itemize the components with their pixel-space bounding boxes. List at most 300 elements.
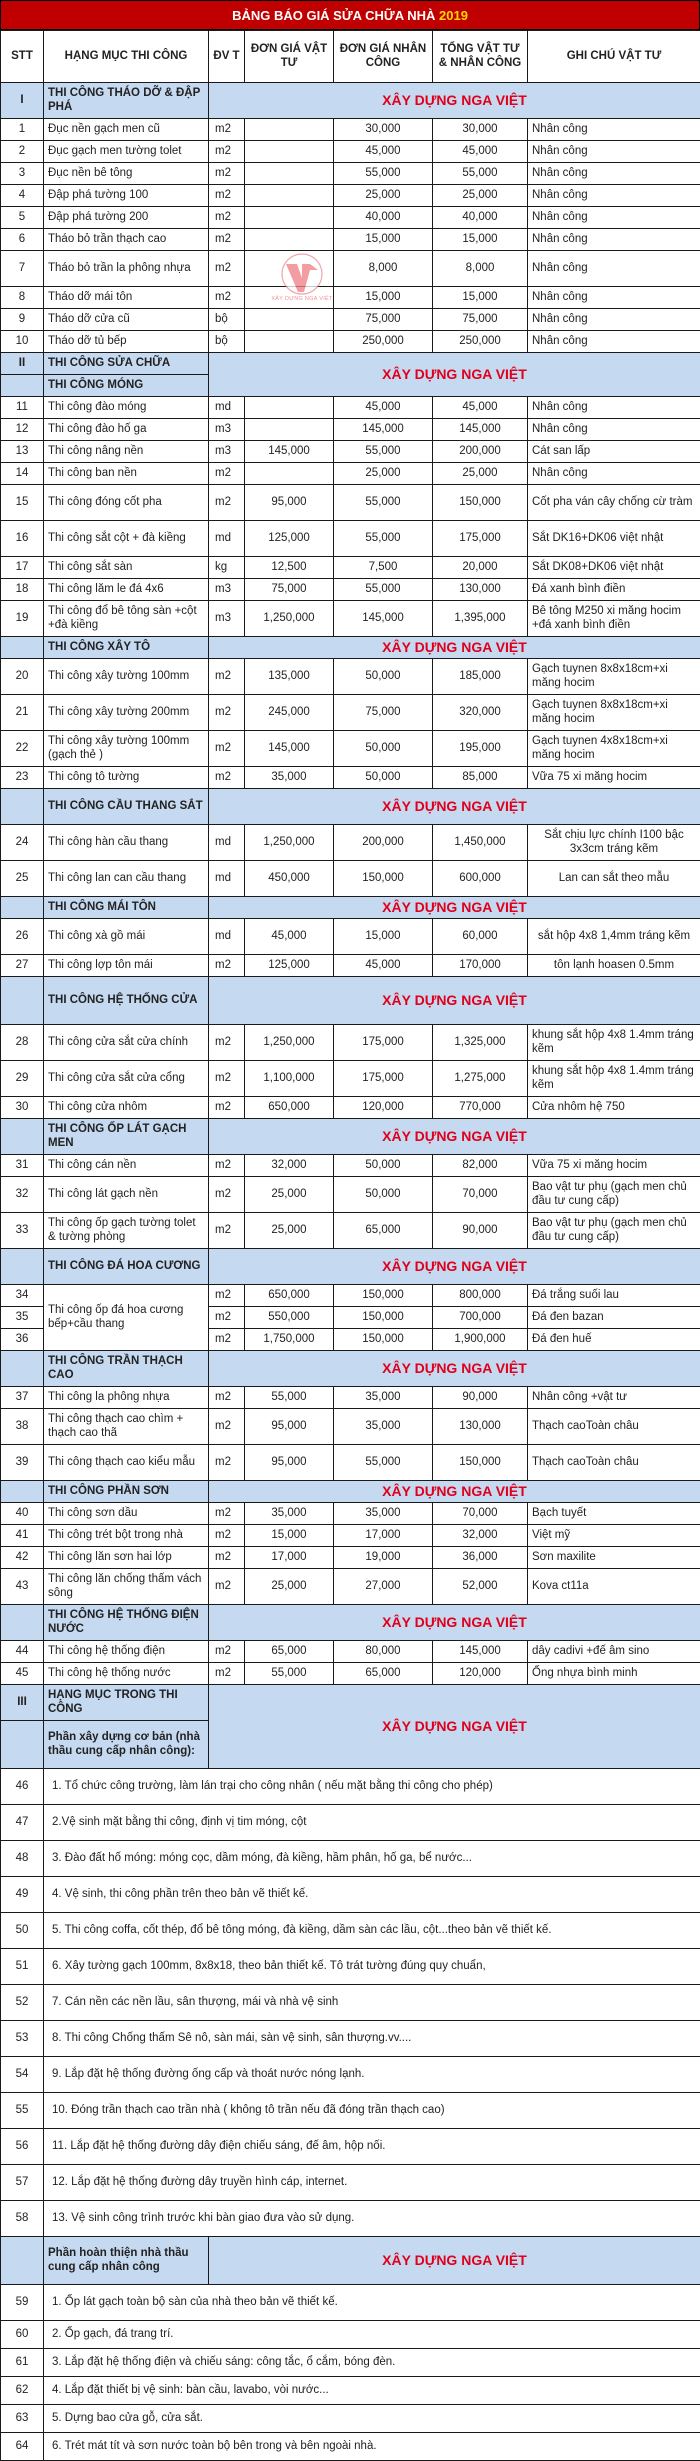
row-stt: 55 [1,2093,44,2129]
row-note: Nhân công [528,229,700,251]
watermark-text: XÂY DỰNG NGA VIỆT [258,296,346,302]
section-row [1,1119,700,1155]
price-table [0,30,700,2461]
table-row [1,659,700,695]
row-labor-price: 75,000 [334,695,433,731]
row-unit: m2 [209,463,245,485]
row-unit: m3 [209,441,245,463]
row-stt: 29 [1,1061,44,1097]
section-row [1,1685,700,1721]
row-unit: m2 [209,1547,245,1569]
row-material-price: 25,000 [245,1213,334,1249]
row-labor-price: 15,000 [334,919,433,955]
row-labor-price: 150,000 [334,1285,433,1307]
row-stt: 45 [1,1663,44,1685]
table-row [1,441,700,463]
row-material-price: 550,000 [245,1307,334,1329]
row-labor-price: 55,000 [334,163,433,185]
header-item: HẠNG MỤC THI CÔNG [44,31,209,83]
row-item: Thi công thạch cao chìm + thạch cao thã [44,1409,209,1445]
row-material-price: 75,000 [245,579,334,601]
row-total: 32,000 [433,1525,528,1547]
row-labor-price: 40,000 [334,207,433,229]
section-title: THI CÔNG CẦU THANG SẮT [44,789,209,825]
scope-item-row [1,2405,700,2433]
row-labor-price: 200,000 [334,825,433,861]
row-item: Tháo bỏ trần thạch cao [44,229,209,251]
section-number-empty [1,375,44,397]
row-item: Thi công xây tường 200mm [44,695,209,731]
row-unit: m2 [209,695,245,731]
section-title: THI CÔNG ĐÁ HOA CƯƠNG [44,1249,209,1285]
row-total: 90,000 [433,1213,528,1249]
row-stt: 6 [1,229,44,251]
row-note: Gạch tuynen 8x8x18cm+xi măng hocim [528,659,700,695]
row-total: 770,000 [433,1097,528,1119]
row-labor-price: 145,000 [334,419,433,441]
row-unit: m2 [209,141,245,163]
row-stt: 12 [1,419,44,441]
row-labor-price: 150,000 [334,861,433,897]
section-row [1,897,700,919]
brand-banner: XÂY DỰNG NGA VIỆT [209,1249,700,1285]
header-material-price: ĐƠN GIÁ VẬT TƯ [245,31,334,83]
table-row [1,1525,700,1547]
row-stt: 31 [1,1155,44,1177]
section-title: THI CÔNG THÁO DỠ & ĐẬP PHÁ [44,83,209,119]
row-total: 150,000 [433,1445,528,1481]
row-unit: m2 [209,1285,245,1307]
table-row [1,861,700,897]
scope-item-row [1,1805,700,1841]
row-stt: 43 [1,1569,44,1605]
scope-item-text: 1. Tổ chức công trường, làm lán trại cho công nhân ( nếu mặt bằng thi công cho phép) [44,1769,700,1805]
row-unit: kg [209,557,245,579]
section-number-empty [1,1249,44,1285]
row-material-price [245,229,334,251]
table-row [1,119,700,141]
row-stt: 39 [1,1445,44,1481]
row-material-price [245,141,334,163]
row-labor-price: 25,000 [334,463,433,485]
row-stt: 16 [1,521,44,557]
scope-item-row [1,2321,700,2349]
scope-item-text: 12. Lắp đặt hệ thống đường dây truyền hình cáp, internet. [44,2165,700,2201]
row-total: 195,000 [433,731,528,767]
row-stt: 3 [1,163,44,185]
section-number-empty [1,1721,44,1769]
row-total: 85,000 [433,767,528,789]
row-unit: bộ [209,331,245,353]
row-item: Thi công tô tường [44,767,209,789]
row-unit: m2 [209,1663,245,1685]
row-item: Thi công cửa sắt cửa chính [44,1025,209,1061]
section-row [1,1351,700,1387]
row-stt: 1 [1,119,44,141]
row-labor-price: 65,000 [334,1213,433,1249]
row-note: Nhân công [528,119,700,141]
scope-item-text: 5. Dựng bao cửa gỗ, cửa sắt. [44,2405,700,2433]
table-row [1,229,700,251]
section-number-empty [1,637,44,659]
row-item: Thi công sắt cột + đà kiềng [44,521,209,557]
row-stt: 25 [1,861,44,897]
row-note: Nhân công [528,287,700,309]
scope-item-text: 5. Thi công coffa, cốt thép, đổ bê tông móng, đà kiềng, dầm sàn các lầu, cột...theo bản vẽ thiết kế. [44,1913,700,1949]
row-material-price: 1,250,000 [245,825,334,861]
row-item: Thi công lan can cầu thang [44,861,209,897]
row-unit: m2 [209,119,245,141]
row-material-price: 135,000 [245,659,334,695]
table-row [1,1409,700,1445]
row-item: Thi công đào hố ga [44,419,209,441]
table-row [1,1213,700,1249]
row-item: Thi công xây tường 100mm (gạch thẻ ) [44,731,209,767]
row-total: 82,000 [433,1155,528,1177]
scope-item-row [1,1877,700,1913]
section-number: I [1,83,44,119]
scope-item-row [1,1949,700,1985]
row-stt: 57 [1,2165,44,2201]
row-total: 1,325,000 [433,1025,528,1061]
scope-item-text: 7. Cán nền các nền lầu, sân thượng, mái và nhà vệ sinh [44,1985,700,2021]
scope-item-row [1,2349,700,2377]
section-title: Phần hoàn thiện nhà thầu cung cấp nhân công [44,2237,209,2285]
row-total: 175,000 [433,521,528,557]
table-row [1,1641,700,1663]
brand-banner: XÂY DỰNG NGA VIỆT [209,1119,700,1155]
row-total: 250,000 [433,331,528,353]
row-labor-price: 65,000 [334,1663,433,1685]
row-note: khung sắt hộp 4x8 1.4mm tráng kẽm [528,1061,700,1097]
row-total: 150,000 [433,485,528,521]
scope-item-row [1,1913,700,1949]
row-note: Nhân công +vật tư [528,1387,700,1409]
row-material-price: 125,000 [245,521,334,557]
row-labor-price: 55,000 [334,579,433,601]
row-labor-price: 50,000 [334,659,433,695]
row-material-price: 1,100,000 [245,1061,334,1097]
row-note: Đá trắng suối lau [528,1285,700,1307]
row-total: 36,000 [433,1547,528,1569]
table-row [1,485,700,521]
row-stt: 42 [1,1547,44,1569]
row-labor-price: 120,000 [334,1097,433,1119]
brand-banner: XÂY DỰNG NGA VIỆT [209,637,700,659]
row-note: Cát san lấp [528,441,700,463]
row-stt: 36 [1,1329,44,1351]
section-number-empty [1,789,44,825]
row-material-price: 650,000 [245,1285,334,1307]
row-material-price: 32,000 [245,1155,334,1177]
row-note: Thạch caoToàn châu [528,1445,700,1481]
row-material-price [245,163,334,185]
row-stt: 46 [1,1769,44,1805]
row-stt: 8 [1,287,44,309]
row-unit: m2 [209,1329,245,1351]
row-note: Kova ct11a [528,1569,700,1605]
row-labor-price: 175,000 [334,1061,433,1097]
row-stt: 32 [1,1177,44,1213]
row-stt: 63 [1,2405,44,2433]
section-number-empty [1,1351,44,1387]
row-note: tôn lạnh hoasen 0.5mm [528,955,700,977]
row-total: 145,000 [433,419,528,441]
row-unit: m2 [209,1445,245,1481]
row-item: Thi công thạch cao kiểu mẫu [44,1445,209,1481]
row-material-price: 145,000 [245,441,334,463]
section-title: THI CÔNG XÂY TÔ [44,637,209,659]
row-unit: m2 [209,1177,245,1213]
row-material-price: 245,000 [245,695,334,731]
row-item: Thi công lăn sơn hai lớp [44,1547,209,1569]
brand-banner: XÂY DỰNG NGA VIỆT [209,897,700,919]
scope-item-text: 8. Thi công Chống thấm Sê nô, sàn mái, sàn vệ sinh, sân thượng.vv.... [44,2021,700,2057]
row-item: Đập phá tường 100 [44,185,209,207]
table-row [1,579,700,601]
row-note: Nhân công [528,163,700,185]
row-item: Thi công cán nền [44,1155,209,1177]
row-labor-price: 7,500 [334,557,433,579]
row-material-price [245,331,334,353]
row-labor-price: 80,000 [334,1641,433,1663]
row-item: Thi công ban nền [44,463,209,485]
row-labor-price: 50,000 [334,767,433,789]
row-unit: m2 [209,185,245,207]
row-unit: m3 [209,419,245,441]
row-item: Thi công đào móng [44,397,209,419]
table-row [1,521,700,557]
section-row [1,637,700,659]
row-labor-price: 17,000 [334,1525,433,1547]
table-row [1,601,700,637]
row-item: Tháo dỡ tủ bếp [44,331,209,353]
row-item: Tháo dỡ cửa cũ [44,309,209,331]
scope-item-row [1,2285,700,2321]
row-unit: m2 [209,485,245,521]
row-material-price: 1,250,000 [245,1025,334,1061]
brand-banner: XÂY DỰNG NGA VIỆT [209,353,700,397]
section-row [1,1481,700,1503]
row-item: Thi công sơn dầu [44,1503,209,1525]
row-stt: 7 [1,251,44,287]
row-unit: m2 [209,1641,245,1663]
table-row [1,1155,700,1177]
row-material-price: 35,000 [245,1503,334,1525]
row-unit: m2 [209,1061,245,1097]
row-unit: m2 [209,1387,245,1409]
scope-item-row [1,2165,700,2201]
scope-item-row [1,2057,700,2093]
section-number-empty [1,1119,44,1155]
row-stt: 18 [1,579,44,601]
row-item: Thi công trét bột trong nhà [44,1525,209,1547]
row-material-price: 65,000 [245,1641,334,1663]
section-title: HẠNG MỤC TRONG THI CÔNG [44,1685,209,1721]
row-item: Thi công đổ bê tông sàn +cột +đà kiềng [44,601,209,637]
row-total: 1,275,000 [433,1061,528,1097]
row-material-price [245,419,334,441]
brand-banner: XÂY DỰNG NGA VIỆT [209,1351,700,1387]
row-note: Nhân công [528,309,700,331]
table-row [1,1177,700,1213]
row-stt: 54 [1,2057,44,2093]
row-stt: 49 [1,1877,44,1913]
row-material-price: 55,000 [245,1663,334,1685]
row-unit: m2 [209,1155,245,1177]
row-labor-price: 25,000 [334,185,433,207]
scope-item-row [1,2201,700,2237]
row-stt: 23 [1,767,44,789]
row-stt: 22 [1,731,44,767]
row-stt: 14 [1,463,44,485]
table-row [1,163,700,185]
row-unit: m3 [209,601,245,637]
row-material-price: 95,000 [245,1409,334,1445]
row-total: 200,000 [433,441,528,463]
row-total: 700,000 [433,1307,528,1329]
section-number: III [1,1685,44,1721]
section-title: THI CÔNG SỬA CHỮA [44,353,209,375]
table-row [1,331,700,353]
row-stt: 56 [1,2129,44,2165]
row-unit: m2 [209,1025,245,1061]
table-row [1,1569,700,1605]
section-title: THI CÔNG HỆ THỐNG CỬA [44,977,209,1025]
row-material-price: 125,000 [245,955,334,977]
scope-item-row [1,2021,700,2057]
row-stt: 60 [1,2321,44,2349]
section-title: THI CÔNG HỆ THỐNG ĐIỆN NƯỚC [44,1605,209,1641]
table-row [1,1547,700,1569]
row-labor-price: 75,000 [334,309,433,331]
row-stt: 61 [1,2349,44,2377]
row-note: Sắt chịu lực chính I100 bậc 3x3cm tráng kẽm [528,825,700,861]
row-unit: m2 [209,229,245,251]
row-total: 30,000 [433,119,528,141]
row-stt: 2 [1,141,44,163]
table-row [1,731,700,767]
row-stt: 21 [1,695,44,731]
row-stt: 52 [1,1985,44,2021]
row-labor-price: 55,000 [334,441,433,463]
row-item: Thi công xây tường 100mm [44,659,209,695]
row-total: 20,000 [433,557,528,579]
table-row [1,397,700,419]
row-labor-price: 55,000 [334,485,433,521]
row-stt: 64 [1,2433,44,2461]
row-note: Vữa 75 xi măng hocim [528,1155,700,1177]
row-material-price: 35,000 [245,767,334,789]
row-labor-price: 145,000 [334,601,433,637]
brand-banner: XÂY DỰNG NGA VIỆT [209,2237,700,2285]
row-material-price: 15,000 [245,1525,334,1547]
row-unit: m2 [209,767,245,789]
row-stt: 53 [1,2021,44,2057]
row-unit: md [209,825,245,861]
row-item: Thi công xà gồ mái [44,919,209,955]
row-note: Cửa nhôm hệ 750 [528,1097,700,1119]
row-item: Đục gạch men tường tolet [44,141,209,163]
row-total: 15,000 [433,229,528,251]
row-note: Thạch caoToàn châu [528,1409,700,1445]
header-total: TỔNG VẬT TƯ & NHÂN CÔNG [433,31,528,83]
row-note: Cốt pha ván cây chống cừ tràm [528,485,700,521]
row-unit: m3 [209,579,245,601]
row-unit: m2 [209,1213,245,1249]
table-row [1,695,700,731]
row-labor-price: 45,000 [334,397,433,419]
row-stt: 19 [1,601,44,637]
row-note: Lan can sắt theo mẫu [528,861,700,897]
table-row [1,825,700,861]
row-material-price [245,185,334,207]
section-number-empty [1,1605,44,1641]
row-stt: 44 [1,1641,44,1663]
row-note: Đá xanh bình điền [528,579,700,601]
section-number-empty [1,977,44,1025]
row-material-price: 45,000 [245,919,334,955]
row-total: 8,000 [433,251,528,287]
table-row [1,1285,700,1307]
row-labor-price: 150,000 [334,1307,433,1329]
row-material-price: 25,000 [245,1177,334,1213]
scope-item-text: 9. Lắp đặt hệ thống đường ống cấp và thoát nước nóng lạnh. [44,2057,700,2093]
row-labor-price: 15,000 [334,287,433,309]
table-header-row [1,31,700,83]
table-row [1,1097,700,1119]
row-item: Đục nền bê tông [44,163,209,185]
brand-banner: XÂY DỰNG NGA VIỆT [209,977,700,1025]
page-title [0,0,700,30]
table-row [1,1445,700,1481]
table-row [1,557,700,579]
row-labor-price: 35,000 [334,1409,433,1445]
table-row [1,463,700,485]
table-row [1,955,700,977]
row-item: Thi công la phông nhựa [44,1387,209,1409]
row-total: 800,000 [433,1285,528,1307]
row-unit: md [209,919,245,955]
row-stt: 51 [1,1949,44,1985]
row-stt: 62 [1,2377,44,2405]
table-row [1,1061,700,1097]
row-stt: 10 [1,331,44,353]
row-material-price: 1,250,000 [245,601,334,637]
row-stt: 20 [1,659,44,695]
section-row [1,353,700,375]
row-total: 60,000 [433,919,528,955]
row-total: 25,000 [433,463,528,485]
section-number-empty [1,2237,44,2285]
row-unit: bộ [209,309,245,331]
row-item: Thi công hàn cầu thang [44,825,209,861]
title-text: BẢNG BÁO GIÁ SỬA CHỮA NHÀ [232,8,435,23]
row-total: 1,395,000 [433,601,528,637]
section-number: II [1,353,44,375]
row-note: Nhân công [528,141,700,163]
row-total: 25,000 [433,185,528,207]
row-item: Đục nền gạch men cũ [44,119,209,141]
row-item: Thi công hệ thống điện [44,1641,209,1663]
row-item: Tháo bỏ trần la phông nhựa [44,251,209,287]
scope-item-row [1,1985,700,2021]
row-stt: 17 [1,557,44,579]
row-unit: m2 [209,207,245,229]
table-row [1,185,700,207]
row-total: 120,000 [433,1663,528,1685]
row-total: 600,000 [433,861,528,897]
